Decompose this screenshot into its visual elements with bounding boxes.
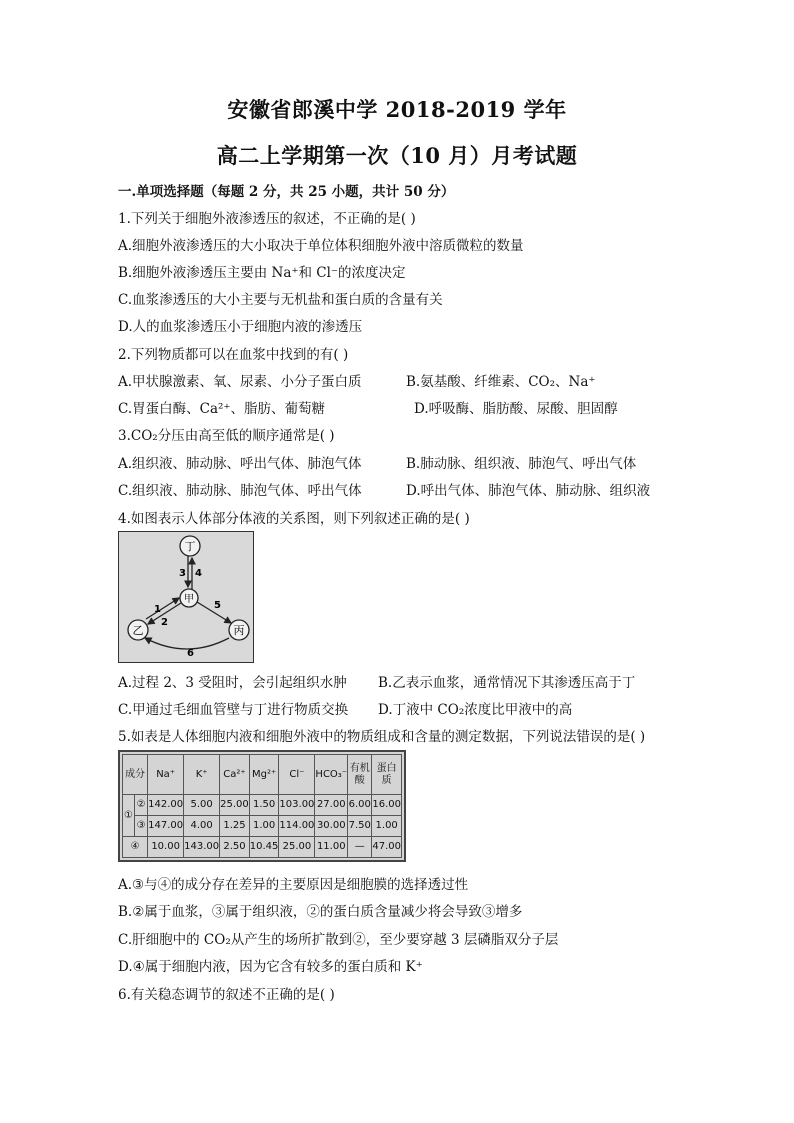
q1-option-d: D.人的血浆渗透压小于细胞内液的渗透压 bbox=[118, 319, 363, 335]
table-cell: 147.00 bbox=[148, 816, 184, 837]
node-yi: 乙 bbox=[132, 624, 144, 637]
table-cell: 27.00 bbox=[315, 795, 348, 816]
table-cell: 1.00 bbox=[249, 816, 279, 837]
q5-option-a: A.③与④的成分存在差异的主要原因是细胞膜的选择透过性 bbox=[118, 877, 469, 893]
table-cell: 47.00 bbox=[372, 837, 402, 858]
table-header-cell: HCO₃⁻ bbox=[315, 755, 348, 795]
table-row-label: ④ bbox=[123, 837, 148, 858]
q2-stem: 2.下列物质都可以在血浆中找到的有( ) bbox=[118, 347, 349, 363]
q1-option-b: B.细胞外液渗透压主要由 Na⁺和 Cl⁻的浓度决定 bbox=[118, 265, 406, 281]
table-cell: 2.50 bbox=[220, 837, 250, 858]
q4-option-d: D.丁液中 CO₂浓度比甲液中的高 bbox=[378, 702, 573, 718]
table-corner: 成分 bbox=[123, 755, 148, 795]
table-cell: 1.25 bbox=[220, 816, 250, 837]
label-2: 2 bbox=[161, 617, 168, 628]
table-header-cell: Mg²⁺ bbox=[249, 755, 279, 795]
label-5: 5 bbox=[214, 600, 221, 611]
label-4: 4 bbox=[195, 568, 202, 579]
q3-option-b: B.肺动脉、组织液、肺泡气、呼出气体 bbox=[406, 456, 637, 472]
label-6: 6 bbox=[187, 648, 194, 659]
table-header-cell: Na⁺ bbox=[148, 755, 184, 795]
table-cell: 1.50 bbox=[249, 795, 279, 816]
q1-option-a: A.细胞外液渗透压的大小取决于单位体积细胞外液中溶质微粒的数量 bbox=[118, 238, 524, 254]
label-1: 1 bbox=[154, 604, 161, 615]
q1-stem: 1.下列关于细胞外液渗透压的叙述，不正确的是( ) bbox=[118, 211, 416, 227]
body-fluid-diagram-svg bbox=[119, 532, 252, 661]
table-header-cell: 蛋白质 bbox=[372, 755, 402, 795]
table-header-cell: K⁺ bbox=[184, 755, 220, 795]
table-cell: 142.00 bbox=[148, 795, 184, 816]
table-row bbox=[123, 816, 402, 837]
exam-title-line1: 安徽省郎溪中学 2018-2019 学年 bbox=[227, 97, 567, 122]
table-cell: 7.50 bbox=[348, 816, 372, 837]
q3-option-d: D.呼出气体、肺泡气体、肺动脉、组织液 bbox=[406, 483, 651, 499]
q2-option-b: B.氨基酸、纤维素、CO₂、Na⁺ bbox=[406, 374, 596, 390]
table-row bbox=[123, 795, 402, 816]
q5-option-b: B.②属于血浆，③属于组织液，②的蛋白质含量减少将会导致③增多 bbox=[118, 904, 523, 920]
node-jia: 甲 bbox=[184, 594, 194, 605]
table-group-label: ① bbox=[123, 795, 135, 837]
table-cell: 25.00 bbox=[220, 795, 250, 816]
q5-stem: 5.如表是人体细胞内液和细胞外液中的物质组成和含量的测定数据，下列说法错误的是( ) bbox=[118, 729, 646, 745]
q4-option-c: C.甲通过毛细血管壁与丁进行物质交换 bbox=[118, 702, 349, 718]
q6-stem: 6.有关稳态调节的叙述不正确的是( ) bbox=[118, 987, 335, 1003]
table-header-cell: Ca²⁺ bbox=[220, 755, 250, 795]
node-ding: 丁 bbox=[184, 540, 196, 553]
table-cell: — bbox=[348, 837, 372, 858]
q1-option-c: C.血浆渗透压的大小主要与无机盐和蛋白质的含量有关 bbox=[118, 292, 443, 308]
q5-option-c: C.肝细胞中的 CO₂从产生的场所扩散到②，至少要穿越 3 层磷脂双分子层 bbox=[118, 932, 559, 948]
body-fluid-diagram bbox=[118, 531, 254, 663]
composition-table-grid bbox=[122, 754, 402, 858]
table-cell: 1.00 bbox=[372, 816, 402, 837]
q3-option-a: A.组织液、肺动脉、呼出气体、肺泡气体 bbox=[118, 456, 362, 472]
table-header-cell: Cl⁻ bbox=[279, 755, 315, 795]
arrow-2 bbox=[146, 598, 179, 619]
table-cell: 25.00 bbox=[279, 837, 315, 858]
q4-option-a: A.过程 2、3 受阻时，会引起组织水肿 bbox=[118, 675, 347, 691]
table-row-label: ② bbox=[134, 795, 147, 816]
table-row bbox=[123, 837, 402, 858]
q2-option-a: A.甲状腺激素、氧、尿素、小分子蛋白质 bbox=[118, 374, 362, 390]
table-header-row bbox=[123, 755, 402, 795]
node-bing: 丙 bbox=[233, 624, 245, 637]
exam-title-line2: 高二上学期第一次（10 月）月考试题 bbox=[216, 143, 578, 168]
table-cell: 103.00 bbox=[279, 795, 315, 816]
table-cell: 30.00 bbox=[315, 816, 348, 837]
table-cell: 114.00 bbox=[279, 816, 315, 837]
q5-option-d: D.④属于细胞内液，因为它含有较多的蛋白质和 K⁺ bbox=[118, 959, 423, 975]
table-cell: 16.00 bbox=[372, 795, 402, 816]
section-heading: 一.单项选择题（每题 2 分，共 25 小题，共计 50 分） bbox=[118, 184, 455, 200]
q4-stem: 4.如图表示人体部分体液的关系图，则下列叙述正确的是( ) bbox=[118, 511, 470, 527]
table-cell: 6.00 bbox=[348, 795, 372, 816]
q2-option-c: C.胃蛋白酶、Ca²⁺、脂肪、葡萄糖 bbox=[118, 401, 326, 417]
composition-table bbox=[118, 750, 406, 862]
label-3: 3 bbox=[179, 568, 186, 579]
q3-stem: 3.CO₂分压由高至低的顺序通常是( ) bbox=[118, 428, 335, 444]
table-cell: 10.00 bbox=[148, 837, 184, 858]
q2-option-d: D.呼吸酶、脂肪酸、尿酸、胆固醇 bbox=[414, 401, 618, 417]
table-cell: 11.00 bbox=[315, 837, 348, 858]
q4-option-b: B.乙表示血浆，通常情况下其渗透压高于丁 bbox=[378, 675, 636, 691]
table-header-cell: 有机酸 bbox=[348, 755, 372, 795]
table-cell: 4.00 bbox=[184, 816, 220, 837]
table-cell: 143.00 bbox=[184, 837, 220, 858]
q3-option-c: C.组织液、肺动脉、肺泡气体、呼出气体 bbox=[118, 483, 362, 499]
table-row-label: ③ bbox=[134, 816, 147, 837]
table-cell: 5.00 bbox=[184, 795, 220, 816]
table-cell: 10.45 bbox=[249, 837, 279, 858]
